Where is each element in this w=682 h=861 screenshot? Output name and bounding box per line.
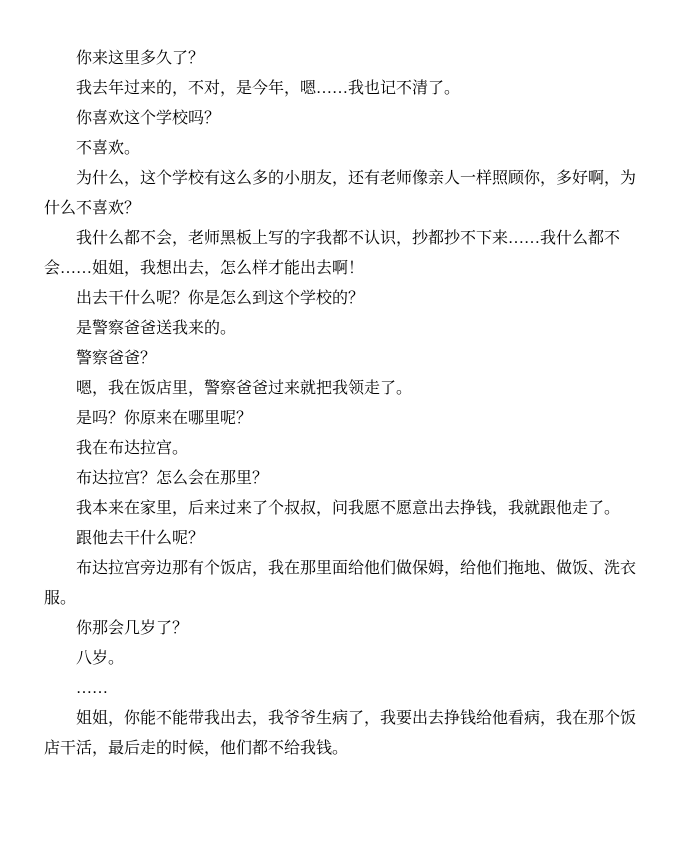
paragraph: 出去干什么呢？你是怎么到这个学校的？ bbox=[76, 290, 365, 307]
paragraph: 你来这里多久了？ bbox=[76, 50, 205, 67]
paragraph: 跟他去干什么呢？ bbox=[76, 530, 205, 547]
paragraph: 我本来在家里，后来过来了个叔叔，问我愿不愿意出去挣钱，我就跟他走了。 bbox=[76, 500, 621, 517]
paragraph: 你喜欢这个学校吗？ bbox=[76, 110, 221, 127]
paragraph: 姐姐，你能不能带我出去，我爷爷生病了，我要出去挣钱给他看病，我在那个饭店干活，最后走的时候，他们都不给我钱。 bbox=[44, 710, 637, 757]
paragraph: 是警察爸爸送我来的。 bbox=[76, 320, 237, 337]
paragraph: 八岁。 bbox=[76, 650, 125, 667]
paragraph: 不喜欢。 bbox=[76, 140, 141, 157]
paragraph: 布达拉宫？怎么会在那里？ bbox=[76, 470, 269, 487]
paragraph: 嗯，我在饭店里，警察爸爸过来就把我领走了。 bbox=[76, 380, 413, 397]
paragraph: 警察爸爸？ bbox=[76, 350, 157, 367]
paragraph: 为什么，这个学校有这么多的小朋友，还有老师像亲人一样照顾你，多好啊，为什么不喜欢？ bbox=[44, 170, 637, 217]
document-body bbox=[44, 44, 638, 764]
paragraph: …… bbox=[76, 680, 108, 697]
paragraph: 布达拉宫旁边那有个饭店，我在那里面给他们做保姆，给他们拖地、做饭、洗衣服。 bbox=[44, 560, 637, 607]
paragraph: 我什么都不会，老师黑板上写的字我都不认识，抄都抄不下来……我什么都不会……姐姐，我想出去，怎么样才能出去啊！ bbox=[44, 230, 621, 277]
paragraph: 你那会几岁了？ bbox=[76, 620, 189, 637]
paragraph: 我在布达拉宫。 bbox=[76, 440, 189, 457]
paragraph: 我去年过来的，不对，是今年，嗯……我也记不清了。 bbox=[76, 80, 461, 97]
paragraph: 是吗？你原来在哪里呢？ bbox=[76, 410, 253, 427]
